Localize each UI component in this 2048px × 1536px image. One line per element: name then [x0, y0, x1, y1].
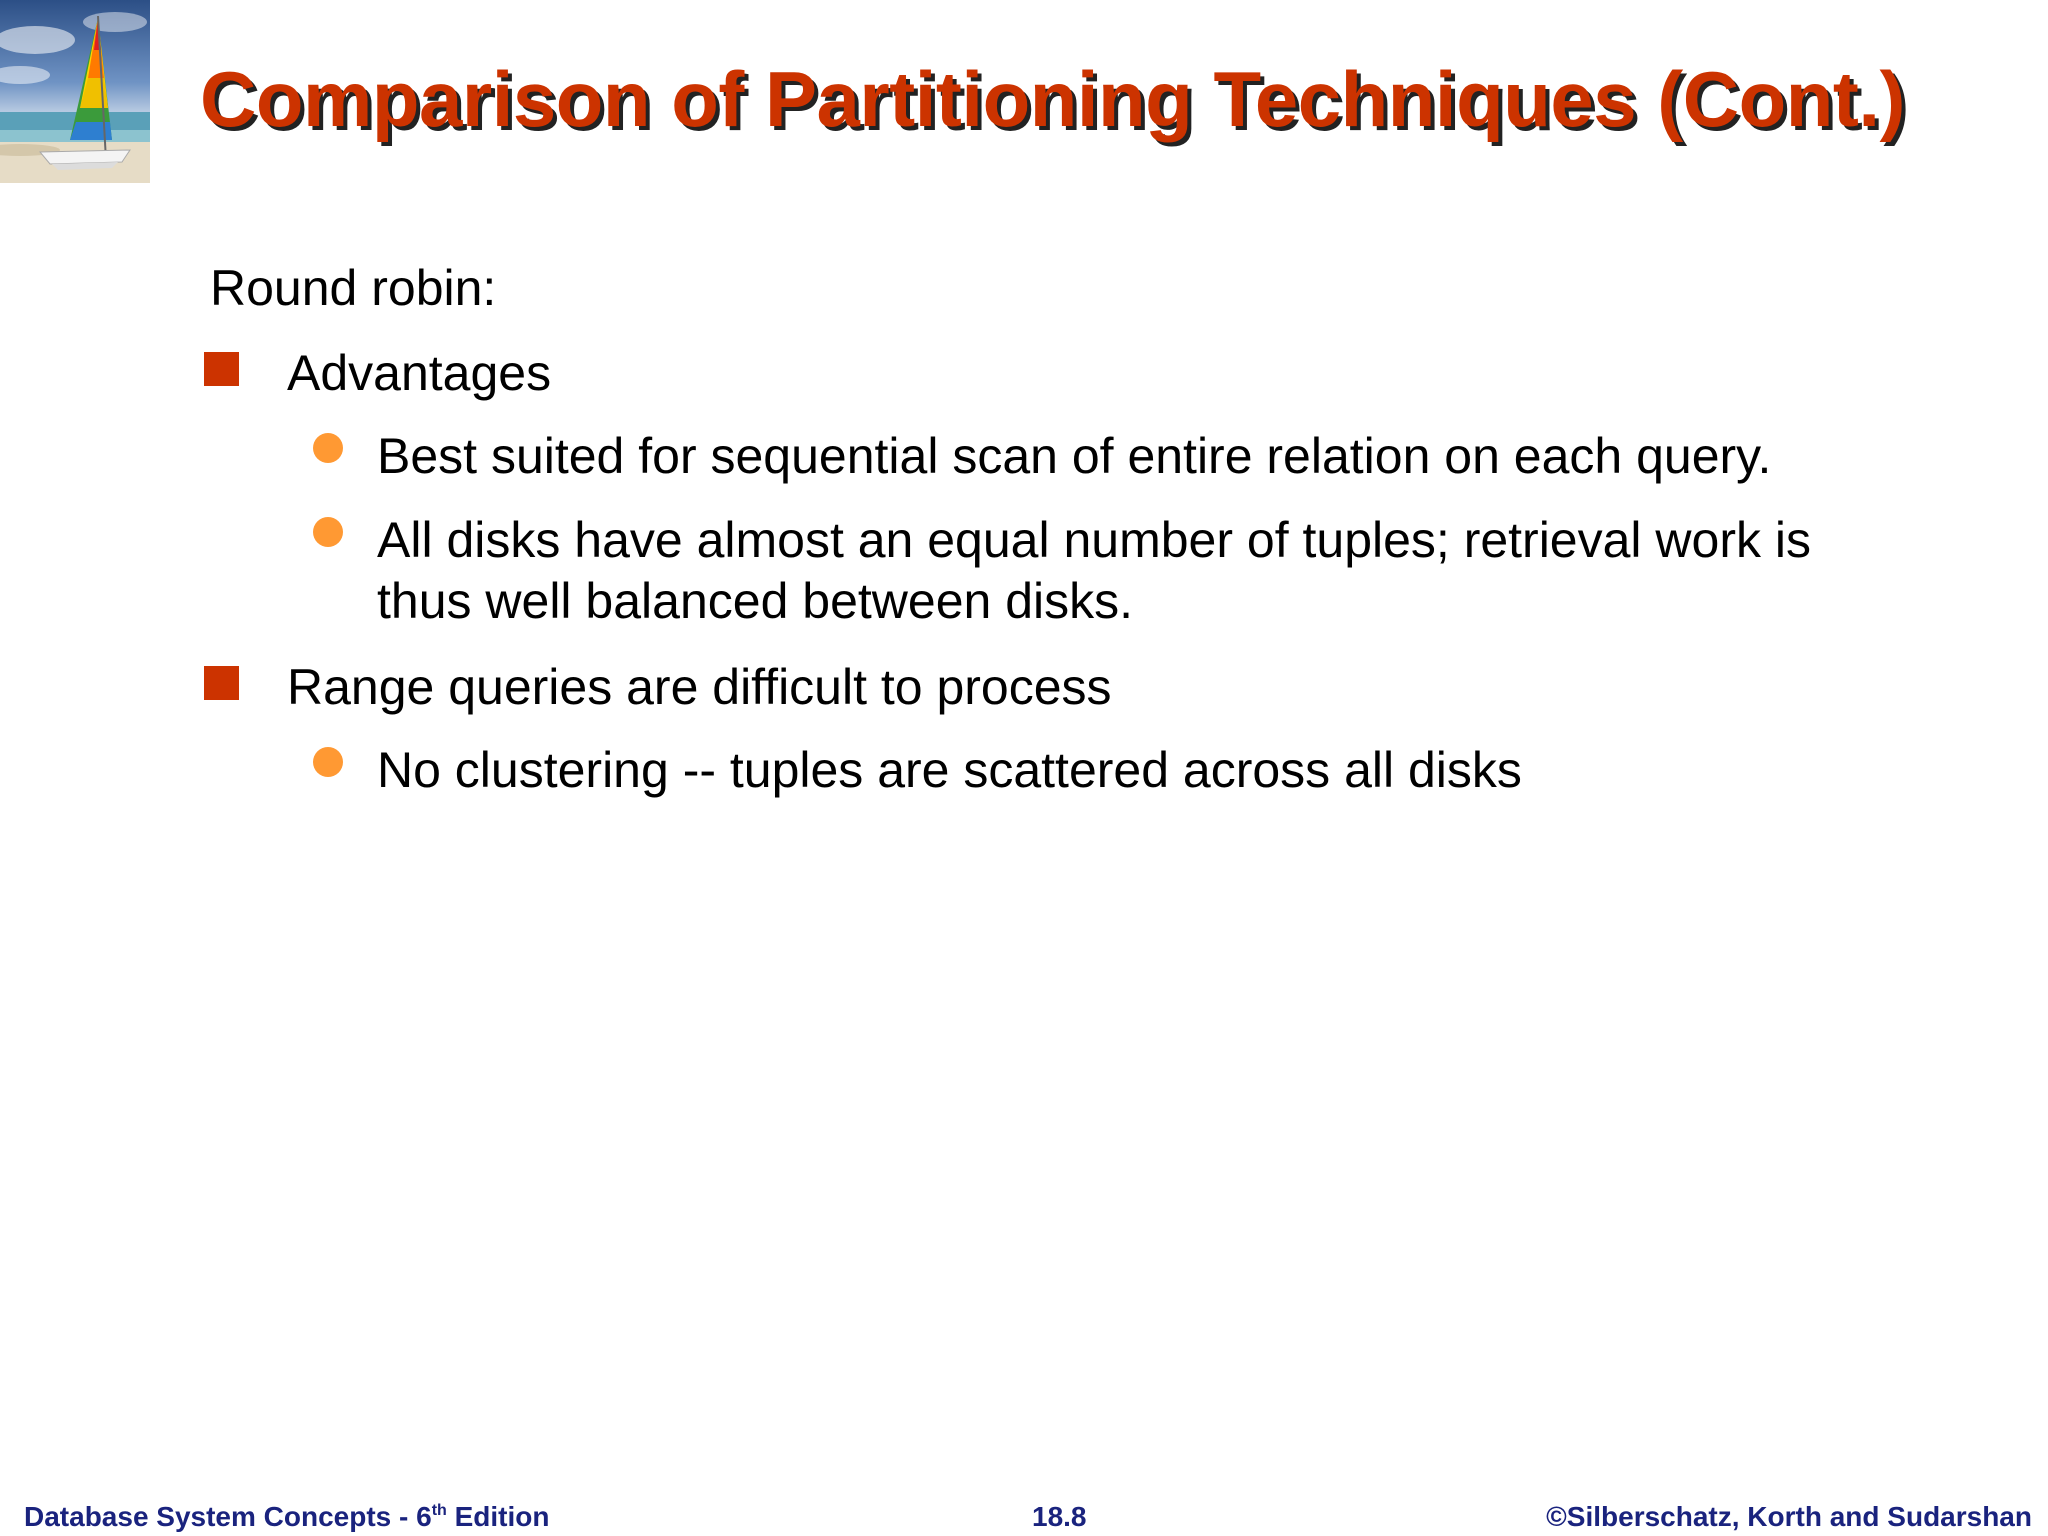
subitem-equal-tuples-line2: thus well balanced between disks.: [377, 573, 1134, 629]
footer-book-sup: th: [431, 1502, 447, 1519]
subitem-no-clustering: No clustering -- tuples are scattered across all disks: [377, 742, 1522, 798]
intro-text: Round robin:: [210, 260, 497, 316]
slide-title: Comparison of Partitioning Techniques (Cont.): [200, 55, 1906, 143]
round-bullet-icon: [313, 517, 343, 547]
square-bullet-icon: [204, 352, 239, 386]
subitem-sequential-scan: Best suited for sequential scan of entire relation on each query.: [377, 428, 1772, 484]
footer-book-prefix: Database System Concepts - 6: [24, 1501, 432, 1532]
footer-book-suffix: Edition: [446, 1501, 550, 1532]
round-bullet-icon: [313, 433, 343, 463]
sailboat-logo-image: [0, 0, 150, 183]
bullet-range-queries: Range queries are difficult to process: [287, 659, 1112, 715]
subitem-equal-tuples-line1: All disks have almost an equal number of tuples; retrieval work is: [377, 512, 1811, 568]
square-bullet-icon: [204, 666, 239, 700]
round-bullet-icon: [313, 747, 343, 777]
footer-page-number: 18.8: [1032, 1501, 1087, 1532]
footer-copyright: ©Silberschatz, Korth and Sudarshan: [1546, 1501, 2032, 1532]
footer-book-title: [24, 1500, 549, 1534]
bullet-advantages: Advantages: [287, 345, 552, 401]
